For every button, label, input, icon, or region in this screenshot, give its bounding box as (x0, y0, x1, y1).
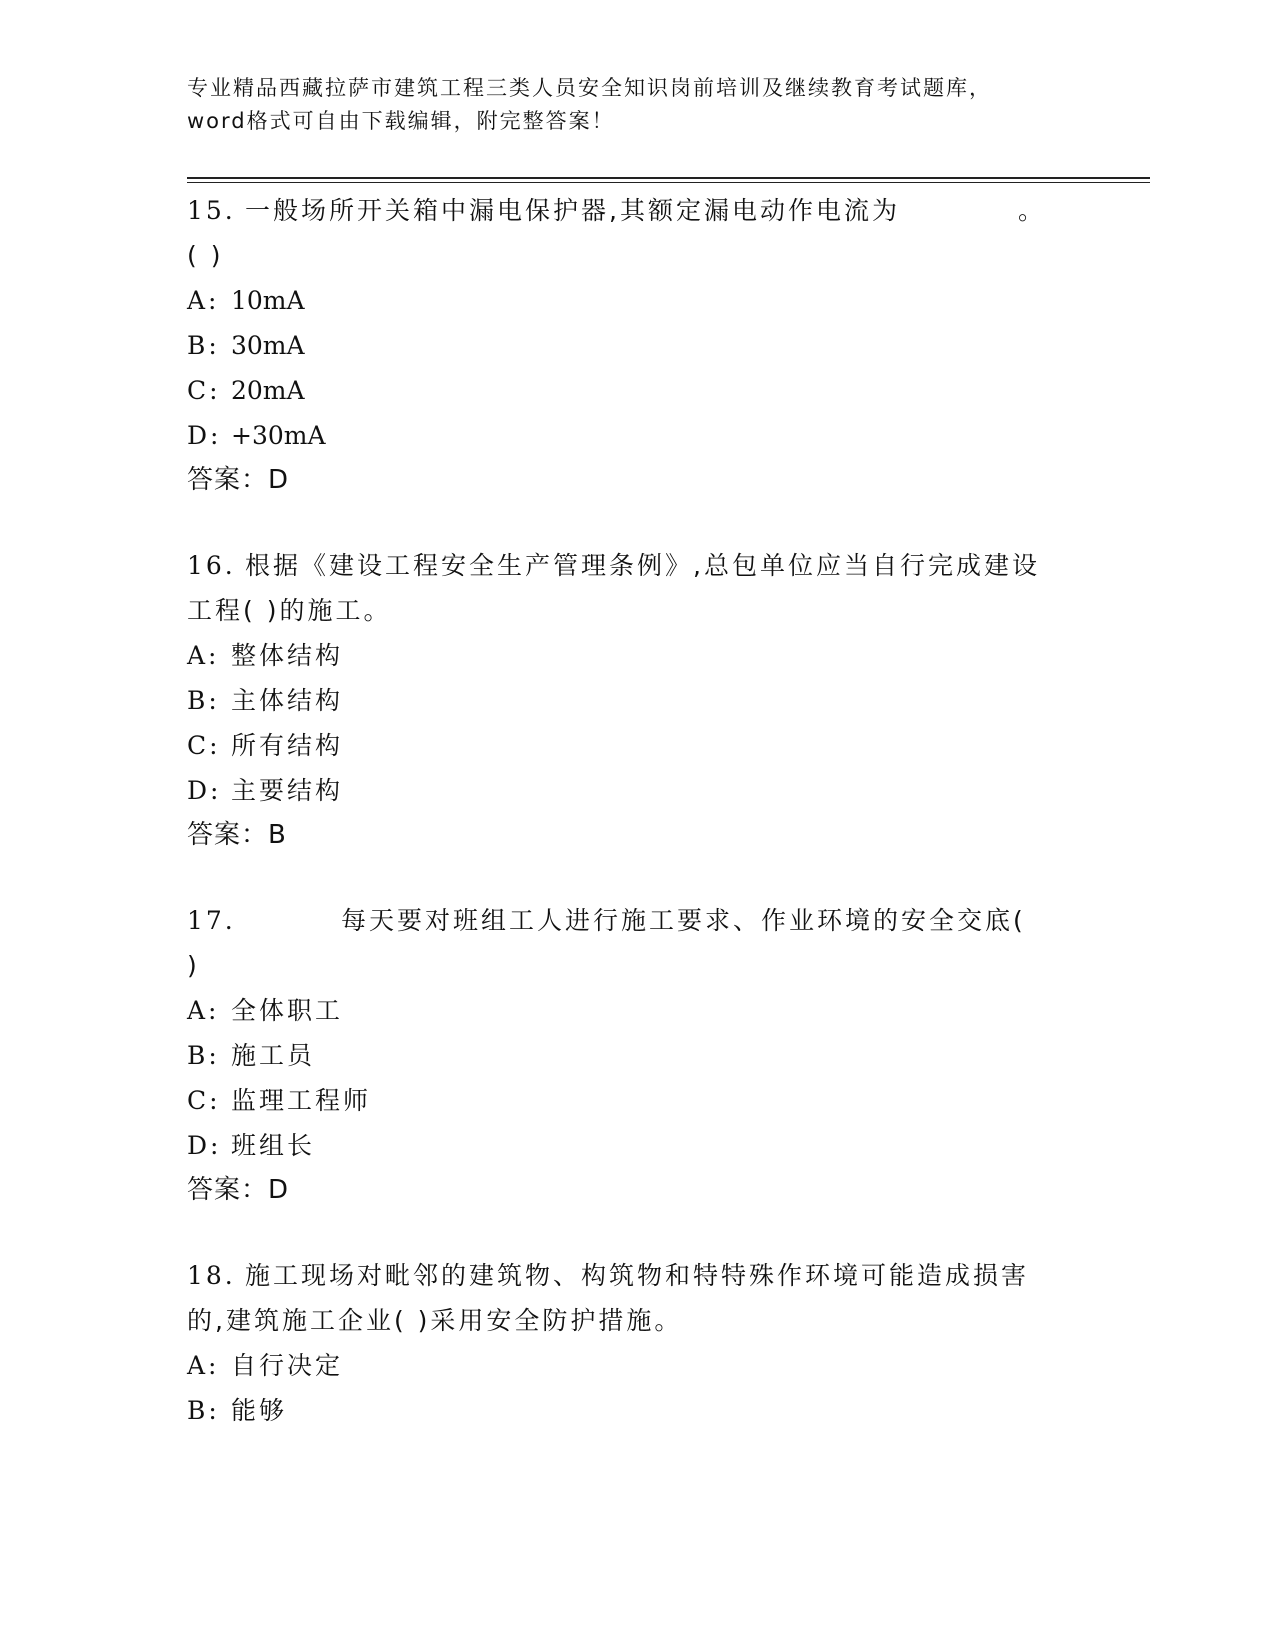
option-a (187, 633, 1087, 678)
question-stem-line2: ( ) (187, 241, 224, 270)
option-text: +30mA (231, 421, 326, 450)
question-stem (187, 543, 1087, 588)
answer-key: 答案：D (187, 1175, 290, 1205)
question-number: 15. (187, 196, 236, 225)
question-stem (187, 898, 1087, 943)
option-letter: A: (187, 641, 220, 670)
option-letter: B: (187, 1041, 220, 1070)
question-18 (187, 1253, 1087, 1433)
option-b (187, 323, 1087, 368)
question-stem (187, 188, 1087, 233)
question-stem-text: 施工现场对毗邻的建筑物、构筑物和特特殊作环境可能造成损害 (245, 1261, 1030, 1290)
option-letter: D: (187, 1131, 222, 1160)
option-text: 主要结构 (231, 776, 344, 805)
answer-key: 答案：D (187, 465, 290, 495)
option-d (187, 768, 1087, 813)
question-stem-text: 每天要对班组工人进行施工要求、作业环境的安全交底( (341, 906, 1026, 935)
option-letter: B: (187, 1396, 220, 1425)
question-16 (187, 543, 1087, 858)
option-text: 班组长 (231, 1131, 316, 1160)
option-d (187, 413, 1087, 458)
option-b (187, 1388, 1087, 1433)
option-text: 施工员 (231, 1041, 316, 1070)
question-stem-line2: 工程( )的施工。 (187, 596, 392, 625)
question-stem (187, 1253, 1087, 1298)
question-17 (187, 898, 1087, 1213)
option-letter: D: (187, 421, 222, 450)
option-c (187, 1078, 1087, 1123)
option-text: 主体结构 (231, 686, 344, 715)
option-text: 自行决定 (231, 1351, 344, 1380)
document-header (187, 72, 1087, 138)
option-text: 所有结构 (231, 731, 344, 760)
option-text: 全体职工 (231, 996, 344, 1025)
option-letter: B: (187, 686, 220, 715)
option-text: 监理工程师 (231, 1086, 372, 1115)
option-a (187, 278, 1087, 323)
question-15 (187, 188, 1087, 503)
option-letter: A: (187, 286, 220, 315)
option-text: 20mA (231, 376, 305, 405)
option-b (187, 1033, 1087, 1078)
option-text: 30mA (231, 331, 305, 360)
question-stem-text: 根据《建设工程安全生产管理条例》,总包单位应当自行完成建设 (245, 551, 1040, 580)
question-number: 18. (187, 1261, 236, 1290)
header-divider-thin (187, 182, 1150, 183)
option-letter: A: (187, 996, 220, 1025)
option-letter: A: (187, 1351, 220, 1380)
option-b (187, 678, 1087, 723)
option-a (187, 1343, 1087, 1388)
option-d (187, 1123, 1087, 1168)
header-title-line1: 专业精品西藏拉萨市建筑工程三类人员安全知识岗前培训及继续教育考试题库， (187, 76, 992, 100)
option-a (187, 988, 1087, 1033)
question-number: 16. (187, 551, 236, 580)
option-text: 能够 (231, 1396, 288, 1425)
option-c (187, 368, 1087, 413)
header-title-line2: word格式可自由下载编辑，附完整答案！ (187, 109, 615, 133)
option-letter: C: (187, 731, 221, 760)
option-letter: D: (187, 776, 222, 805)
question-stem-line2: ) (187, 951, 200, 980)
option-letter: B: (187, 331, 220, 360)
question-list (187, 188, 1087, 1473)
question-stem-text: 一般场所开关箱中漏电保护器,其额定漏电动作电流为 (245, 196, 900, 225)
option-text: 整体结构 (231, 641, 344, 670)
question-number: 17. (187, 906, 236, 935)
question-stem-tail: 。 (1017, 196, 1046, 225)
option-letter: C: (187, 376, 221, 405)
answer-key: 答案：B (187, 820, 287, 850)
option-letter: C: (187, 1086, 221, 1115)
option-text: 10mA (231, 286, 305, 315)
option-c (187, 723, 1087, 768)
question-stem-line2: 的,建筑施工企业( )采用安全防护措施。 (187, 1306, 683, 1335)
header-divider-thick (187, 177, 1150, 179)
